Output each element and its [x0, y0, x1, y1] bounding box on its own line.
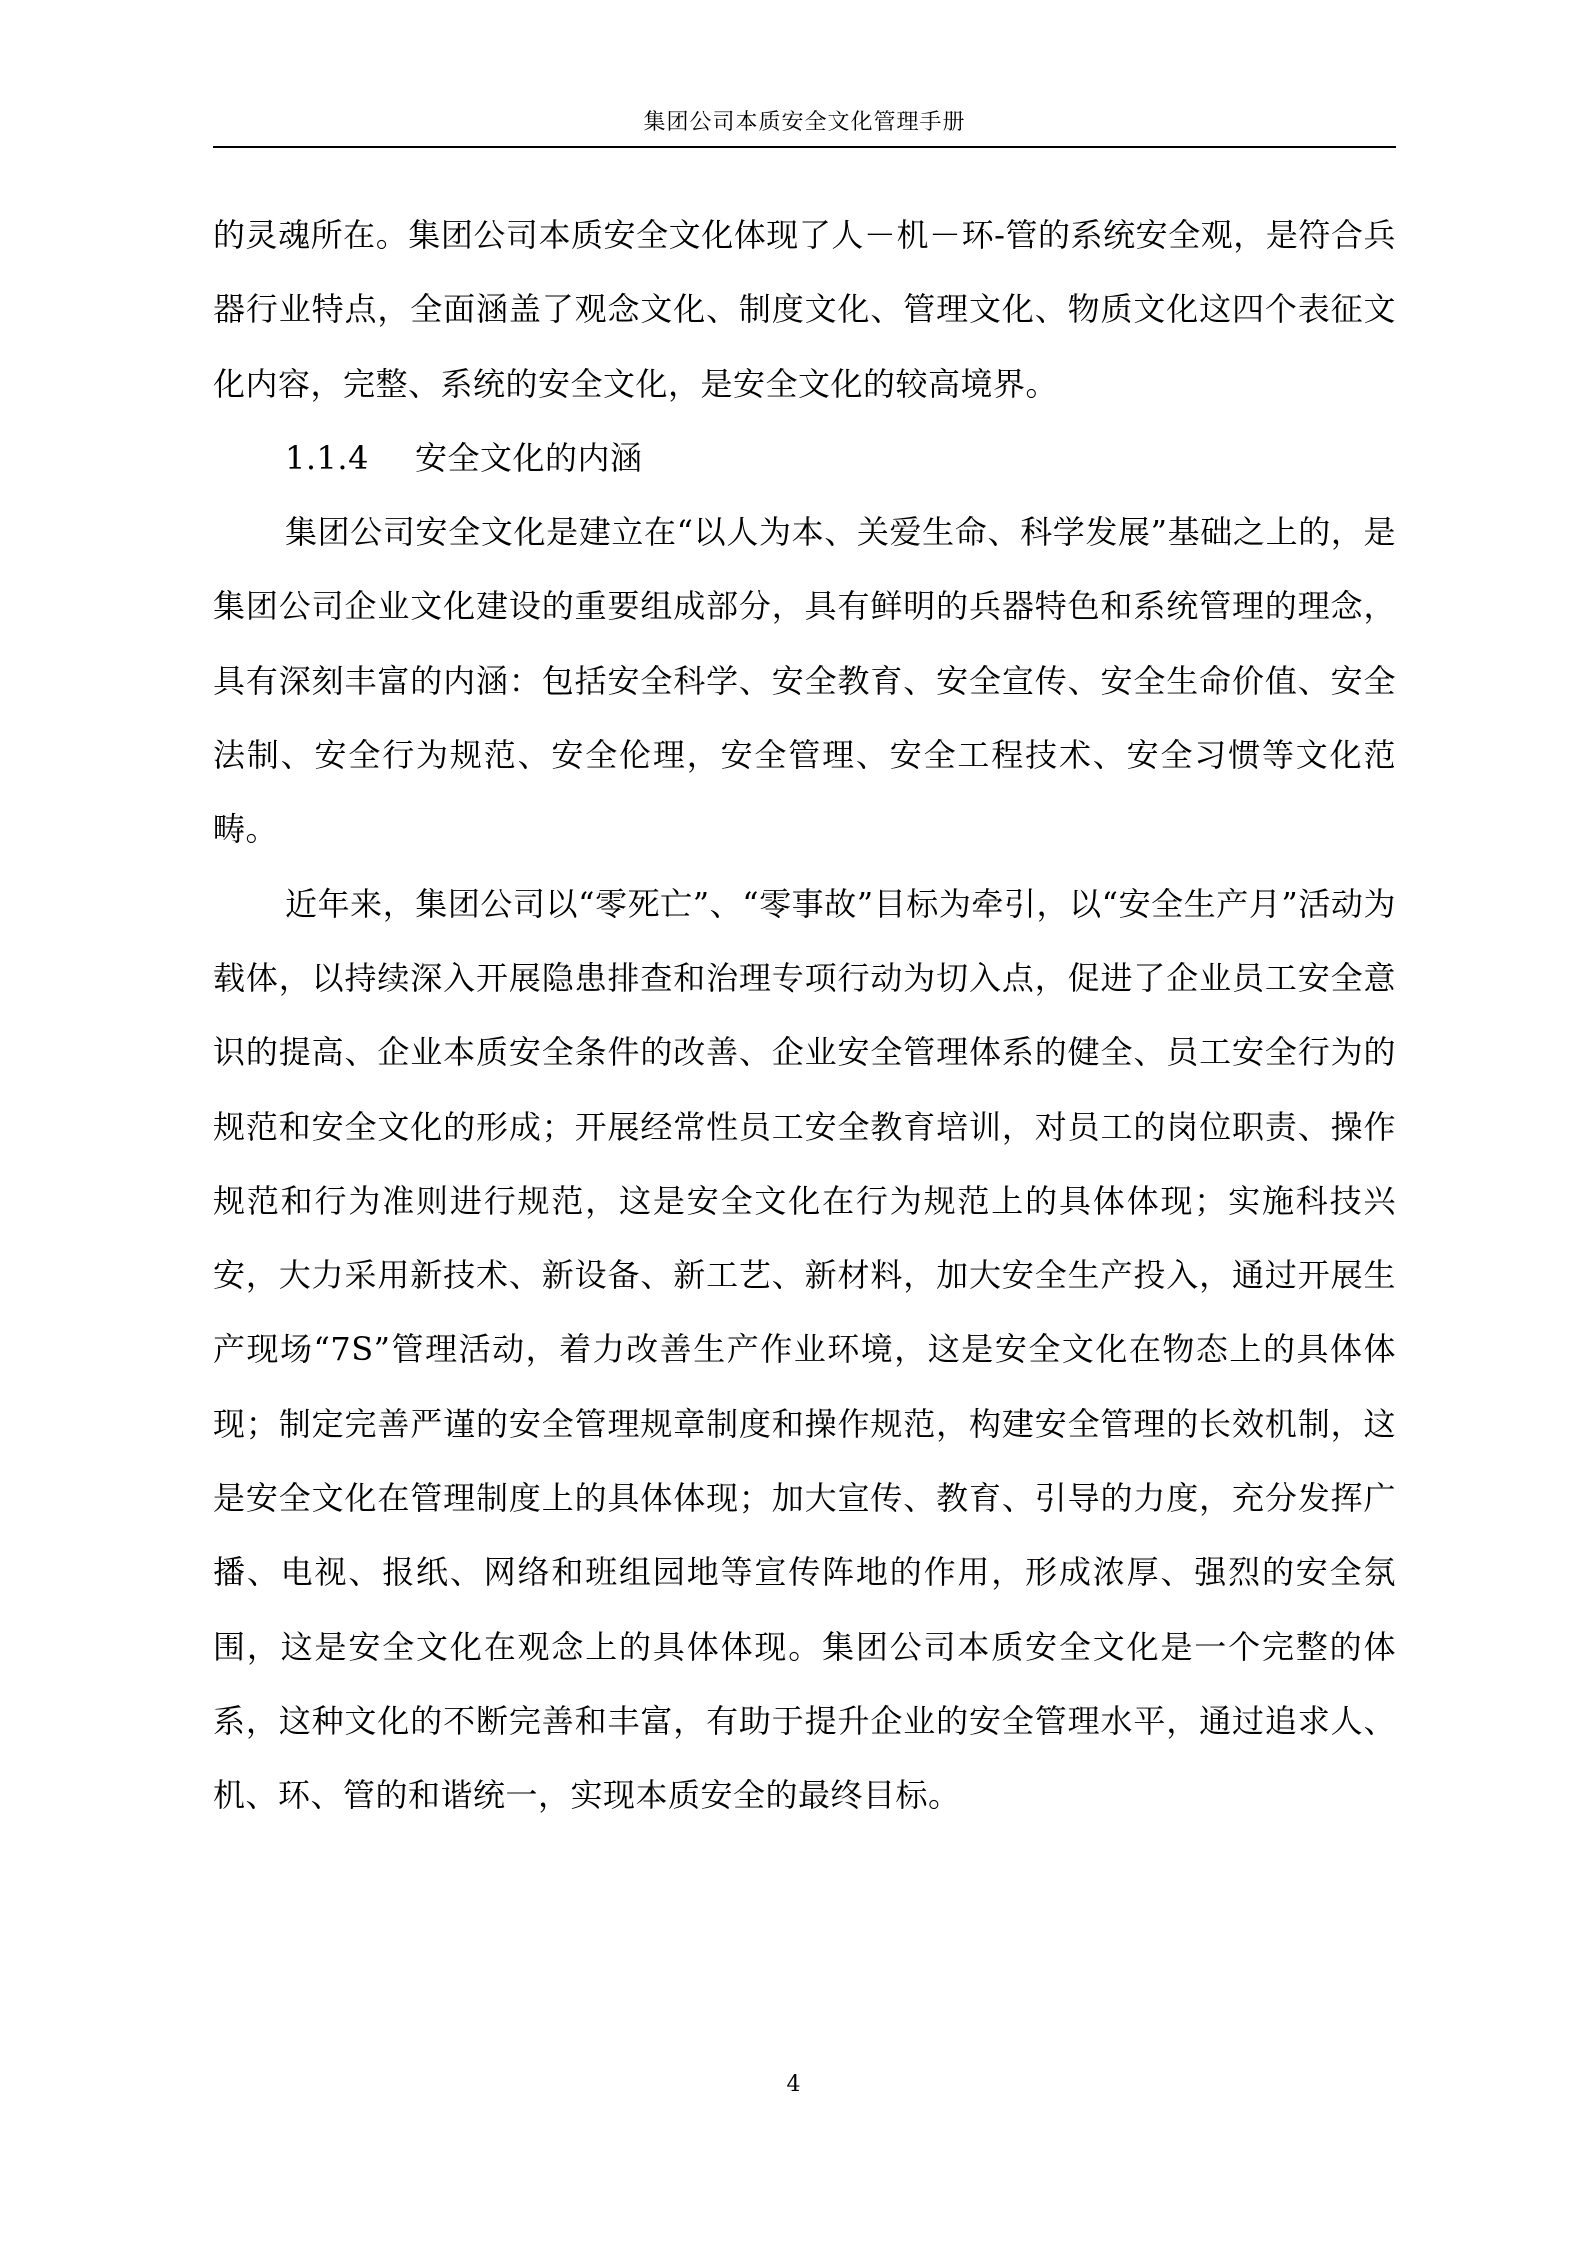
section-title: 安全文化的内涵	[415, 438, 643, 477]
section-number: 1.1.4	[285, 438, 369, 477]
running-header: 集团公司本质安全文化管理手册	[643, 110, 966, 135]
paragraph-continued: 的灵魂所在。集团公司本质安全文化体现了人－机－环-管的系统安全观，是符合兵器行业特点，全面涵盖了观念文化、制度文化、管理文化、物质文化这四个表征文化内容，完整、系统的安全文化，是安全文化的较高境界。	[213, 216, 1396, 403]
body-text	[213, 198, 1396, 1833]
paragraph-definition: 集团公司安全文化是建立在“以人为本、关爱生命、科学发展”基础之上的，是集团公司企业文化建设的重要组成部分，具有鲜明的兵器特色和系统管理的理念，具有深刻丰富的内涵：包括安全科学、安全教育、安全宣传、安全生命价值、安全法制、安全行为规范、安全伦理，安全管理、安全工程技术、安全习惯等文化范畴。	[213, 513, 1396, 849]
section-heading	[213, 421, 1396, 495]
paragraph-recent-years: 近年来，集团公司以“零死亡”、“零事故”目标为牵引，以“安全生产月”活动为载体，以持续深入开展隐患排查和治理专项行动为切入点，促进了企业员工安全意识的提高、企业本质安全条件的改善、企业安全管理体系的健全、员工安全行为的规范和安全文化的形成；开展经常性员工安全教育培训，对员工的岗位职责、操作规范和行为准则进行规范，这是安全文化在行为规范上的具体体现；实施科技兴安，大力采用新技术、新设备、新工艺、新材料，加大安全生产投入，通过开展生产现场“7S”管理活动，着力改善生产作业环境，这是安全文化在物态上的具体体现；制定完善严谨的安全管理规章制度和操作规范，构建安全管理的长效机制，这是安全文化在管理制度上的具体体现；加大宣传、教育、引导的力度，充分发挥广播、电视、报纸、网络和班组园地等宣传阵地的作用，形成浓厚、强烈的安全氛围，这是安全文化在观念上的具体体现。集团公司本质安全文化是一个完整的体系，这种文化的不断完善和丰富，有助于提升企业的安全管理水平，通过追求人、机、环、管的和谐统一，实现本质安全的最终目标。	[213, 884, 1396, 1815]
header-rule	[213, 146, 1396, 148]
page-number: 4	[786, 2072, 801, 2097]
